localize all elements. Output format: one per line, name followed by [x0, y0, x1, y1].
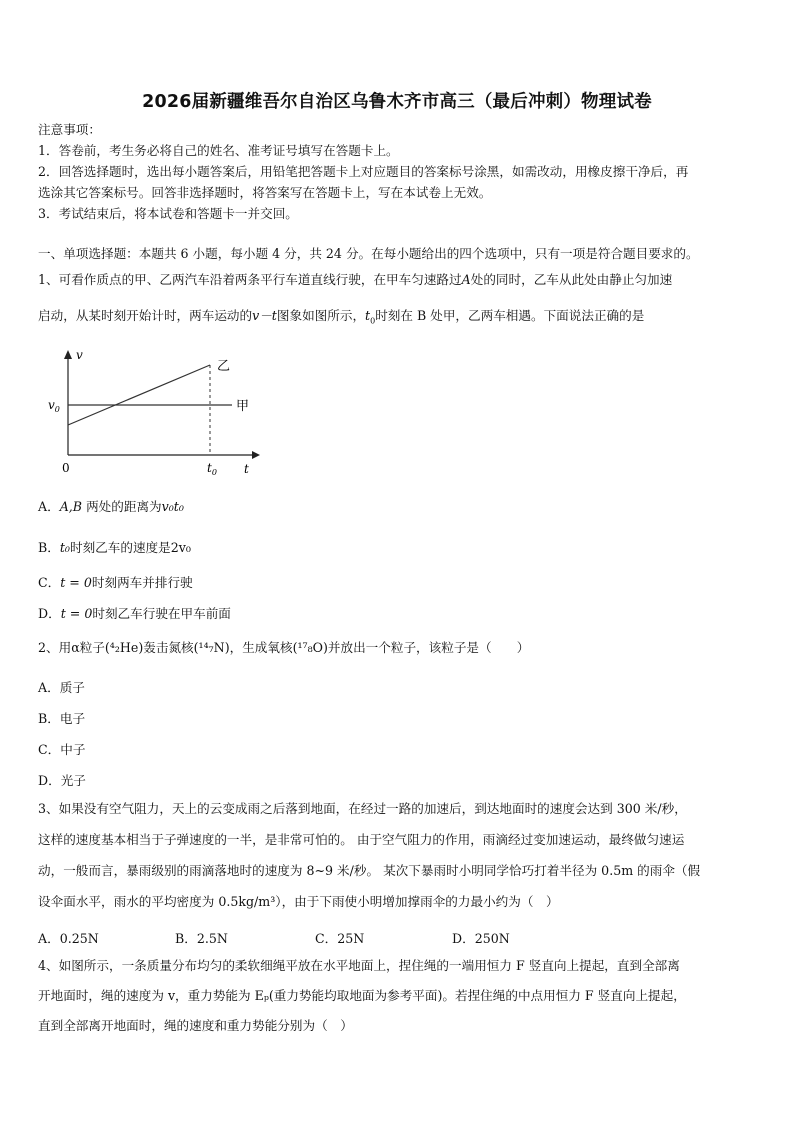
- v-axis-arrow: [64, 350, 72, 359]
- q1-option-b: B．t₀时刻乙车的速度是2v₀: [38, 540, 191, 555]
- q3-option-c: C．25N: [315, 931, 365, 946]
- q1-option-d: D．t = 0时刻乙车行驶在甲车前面: [38, 606, 231, 621]
- q4-stem-line2: 开地面时，绳的速度为 v，重力势能为 Eₚ(重力势能均取地面为参考平面)。若捏住绳的中点用恒力 F 竖直向上提起，: [38, 988, 686, 1003]
- t0-label: $t_0$: [207, 461, 217, 477]
- q1-stem-line2: 启动，从某时刻开始计时，两车运动的v－t图象如图所示，$t_0$时刻在 B 处甲，乙两车相遇。下面说法正确的是: [38, 308, 645, 326]
- notice-item-3: 3．考试结束后，将本试卷和答题卡一并交回。: [38, 206, 298, 221]
- origin-label: 0: [62, 461, 70, 475]
- q3-stem-line1: 3、如果没有空气阻力，天上的云变成雨之后落到地面，在经过一路的加速后，到达地面时的速度会达到 300 米/秒，: [38, 801, 687, 816]
- t-axis-label: t: [244, 462, 249, 476]
- q1-stem-line1: 1、可看作质点的甲、乙两汽车沿着两条平行车道直线行驶，在甲车匀速路过A处的同时，乙车从此处由静止匀加速: [38, 272, 673, 287]
- q2-stem: 2、用α粒子(⁴₂He)轰击氮核(¹⁴₇N)，生成氧核(¹⁷₈O)并放出一个粒子，该粒子是（ ）: [38, 640, 530, 655]
- q3-stem-line4: 设伞面水平，雨水的平均密度为 0.5kg/m³），由于下雨使小明增加撑雨伞的力最小约为（ ）: [38, 894, 559, 909]
- v-axis-label: v: [76, 348, 83, 362]
- notice-item-2-cont: 选涂其它答案标号。回答非选择题时，将答案写在答题卡上，写在本试卷上无效。: [38, 185, 492, 200]
- q3-stem-line2: 这样的速度基本相当于子弹速度的一半，是非常可怕的。 由于空气阻力的作用，雨滴经过变加速运动，最终做匀速运: [38, 832, 685, 847]
- q1-option-a: A．A,B 两处的距离为v₀t₀: [38, 499, 184, 514]
- q2-option-b: B．电子: [38, 711, 86, 726]
- page-title: 2026届新疆维吾尔自治区乌鲁木齐市高三（最后冲刺）物理试卷: [142, 92, 652, 112]
- section-heading: 一、单项选择题：本题共 6 小题，每小题 4 分，共 24 分。在每小题给出的四个选项中，只有一项是符合题目要求的。: [38, 246, 699, 261]
- t-axis-arrow: [252, 451, 260, 459]
- line-yi: [68, 365, 210, 425]
- q2-option-c: C．中子: [38, 742, 86, 757]
- q2-option-a: A．质子: [38, 680, 85, 695]
- q3-option-a: A．0.25N: [38, 931, 99, 946]
- q1-option-c: C．t = 0时刻两车并排行驶: [38, 575, 193, 590]
- notice-item-1: 1．答卷前，考生务必将自己的姓名、准考证号填写在答题卡上。: [38, 143, 399, 158]
- v0-label: $v_0$: [48, 398, 60, 414]
- q3-stem-line3: 动，一般而言，暴雨级别的雨滴落地时的速度为 8~9 米/秒。 某次下暴雨时小明同学恰巧打着半径为 0.5m 的雨伞（假: [38, 863, 701, 878]
- notice-item-2: 2．回答选择题时，选出每小题答案后，用铅笔把答题卡上对应题目的答案标号涂黑，如需改动，用橡皮擦干净后，再: [38, 164, 689, 179]
- vt-graph: [42, 345, 272, 480]
- q2-option-d: D．光子: [38, 773, 86, 788]
- q4-stem-line1: 4、如图所示，一条质量分布均匀的柔软细绳平放在水平地面上，捏住绳的一端用恒力 F 竖直向上提起，直到全部离: [38, 958, 680, 973]
- q3-option-d: D．250N: [452, 931, 510, 946]
- yi-label: 乙: [217, 359, 231, 374]
- q4-stem-line3: 直到全部离开地面时，绳的速度和重力势能分别为（ ）: [38, 1018, 353, 1033]
- jia-label: 甲: [236, 399, 250, 414]
- q3-option-b: B．2.5N: [175, 931, 228, 946]
- notice-heading: 注意事项：: [38, 122, 101, 137]
